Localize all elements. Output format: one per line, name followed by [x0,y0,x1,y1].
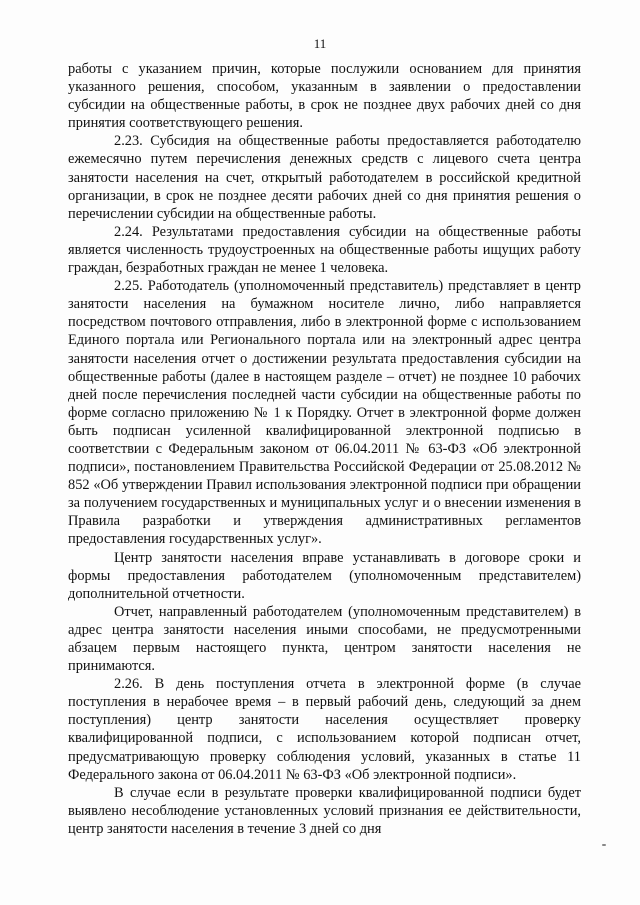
page-number: 11 [313,36,327,51]
paragraph: Отчет, направленный работодателем (уполномоченным представителем) в адрес центра занятости населения иными способами, не предусмотренными абзацем первым настоящего пункта, центром занятости населения не принимаются. [68,603,581,675]
paragraph: 2.23. Субсидия на общественные работы предоставляется работодателю ежемесячно путем перечисления денежных средств с лицевого счета центра занятости населения на счет, открытый работодателем в российской кредитной организации, в срок не позднее десяти рабочих дней со дня принятия решения о перечислении субсидии на общественные работы. [68,133,581,222]
paragraph: 2.26. В день поступления отчета в электронной форме (в случае поступления в нерабочее время – в первый рабочий день, следующий за днем поступления) центр занятости населения осуществляет проверку квалифицированной подписи, с использованием которой подписан отчет, предусматривающую проверку соблюдения условий, указанных в статье 11 Федерального закона от 06.04.2011 № 63-ФЗ «Об электронной подписи». [68,676,581,783]
paragraph: 2.24. Результатами предоставления субсидии на общественные работы является численность трудоустроенных на общественные работы ищущих работу граждан, безработных граждан не менее 1 человека. [68,223,581,277]
scan-artifact [602,844,606,846]
paragraph: Центр занятости населения вправе устанавливать в договоре сроки и формы предоставления работодателем (уполномоченным представителем) дополнительной отчетности. [68,549,581,602]
paragraph: 2.25. Работодатель (уполномоченный представитель) представляет в центр занятости населения на бумажном носителе лично, либо направляется посредством почтового отправления, либо в электронной форме с использованием Единого портала или Регионального портала или на электронный адрес центра занятости населения отчет о достижении результата предоставления субсидии на общественные работы (далее в настоящем разделе – отчет) не позднее 10 рабочих дней после перечисления последней части субсидии на общественные работы по форме согласно приложению № 1 к Порядку. Отчет в электронной форме должен быть подписан усиленной квалифицированной электронной подписью в соответствии с Федеральным законом от 06.04.2011 № 63-ФЗ «Об электронной подписи», постановлением Правительства Российской Федерации от 25.08.2012 № 852 «Об утверждении Правил использования электронной подписи при обращении за получением государственных и муниципальных услуг и о внесении изменения в Правила разработки и утверждения административных регламентов предоставления государственных услуг». [68,278,581,548]
document-body [68,60,581,838]
paragraph: работы с указанием причин, которые послужили основанием для принятия указанного решения, способом, указанным в заявлении о предоставлении субсидии на общественные работы, в срок не позднее двух рабочих дней со дня принятия соответствующего решения. [68,61,581,132]
paragraph: В случае если в результате проверки квалифицированной подписи будет выявлено несоблюдение установленных условий признания ее действительности, центр занятости населения в течение 3 дней со дня [68,784,581,837]
